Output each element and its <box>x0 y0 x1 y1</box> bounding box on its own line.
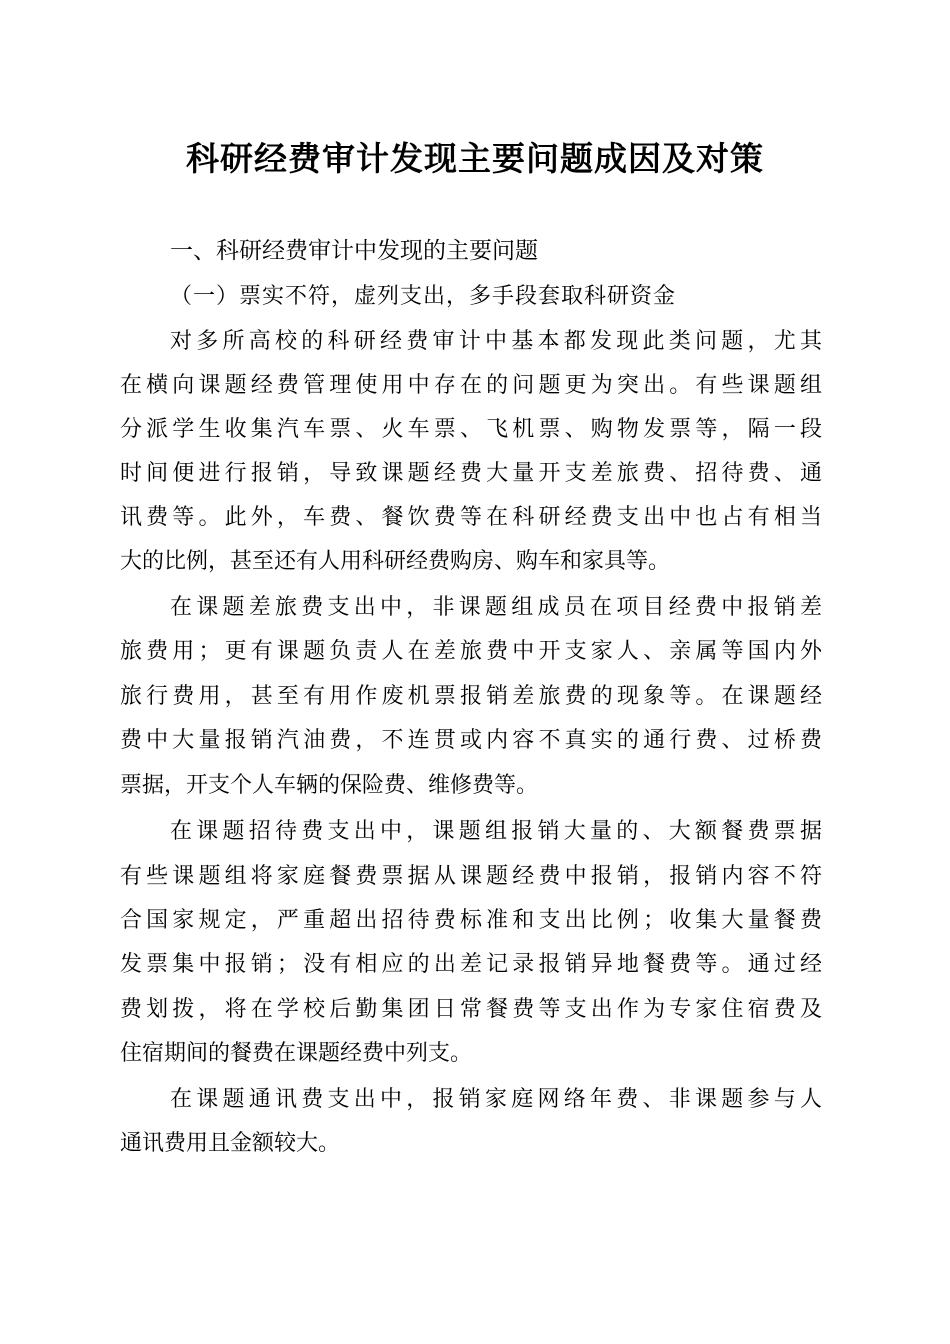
paragraph-line: 票据，开支个人车辆的保险费、维修费等。 <box>120 773 539 798</box>
paragraph-line: 通讯费用且金额较大。 <box>120 1131 341 1156</box>
paragraph-line: 大的比例，甚至还有人用科研经费购房、购车和家具等。 <box>120 549 671 574</box>
paragraph-line: 住宿期间的餐费在课题经费中列支。 <box>120 1041 473 1066</box>
paragraph-line: 旅费用；更有课题负责人在差旅费中开支家人、亲属等国内外 <box>120 639 822 664</box>
paragraph-line: 在课题通讯费支出中，报销家庭网络年费、非课题参与人 <box>170 1087 822 1112</box>
paragraph-line: 在课题差旅费支出中，非课题组成员在项目经费中报销差 <box>170 595 822 620</box>
section-heading: 一、科研经费审计中发现的主要问题 <box>170 238 538 264</box>
paragraph-line: 合国家规定，严重超出招待费标准和支出比例；收集大量餐费 <box>120 908 822 933</box>
paragraph-line: 时间便进行报销，导致课题经费大量开支差旅费、招待费、通 <box>120 461 822 486</box>
paragraph-line: 发票集中报销；没有相应的出差记录报销异地餐费等。通过经 <box>120 952 822 977</box>
paragraph-line: 讯费等。此外，车费、餐饮费等在科研经费支出中也占有相当 <box>120 505 822 530</box>
paragraph-line: 在课题招待费支出中，课题组报销大量的、大额餐费票据 <box>170 819 822 844</box>
paragraph-line: 费中大量报销汽油费，不连贯或内容不真实的通行费、过桥费 <box>120 728 822 753</box>
paragraph-line: 在横向课题经费管理使用中存在的问题更为突出。有些课题组 <box>120 373 822 398</box>
subsection-heading: （一）票实不符，虚列支出，多手段套取科研资金 <box>170 284 677 309</box>
paragraph-line: 旅行费用，甚至有用作废机票报销差旅费的现象等。在课题经 <box>120 684 822 709</box>
paragraph-line: 有些课题组将家庭餐费票据从课题经费中报销，报销内容不符 <box>120 864 822 889</box>
paragraph-line: 对多所高校的科研经费审计中基本都发现此类问题，尤其 <box>170 329 822 354</box>
paragraph-line: 分派学生收集汽车票、火车票、飞机票、购物发票等，隔一段 <box>120 417 822 442</box>
paragraph-line: 费划拨，将在学校后勤集团日常餐费等支出作为专家住宿费及 <box>120 997 822 1022</box>
document-title: 科研经费审计发现主要问题成因及对策 <box>186 139 764 178</box>
